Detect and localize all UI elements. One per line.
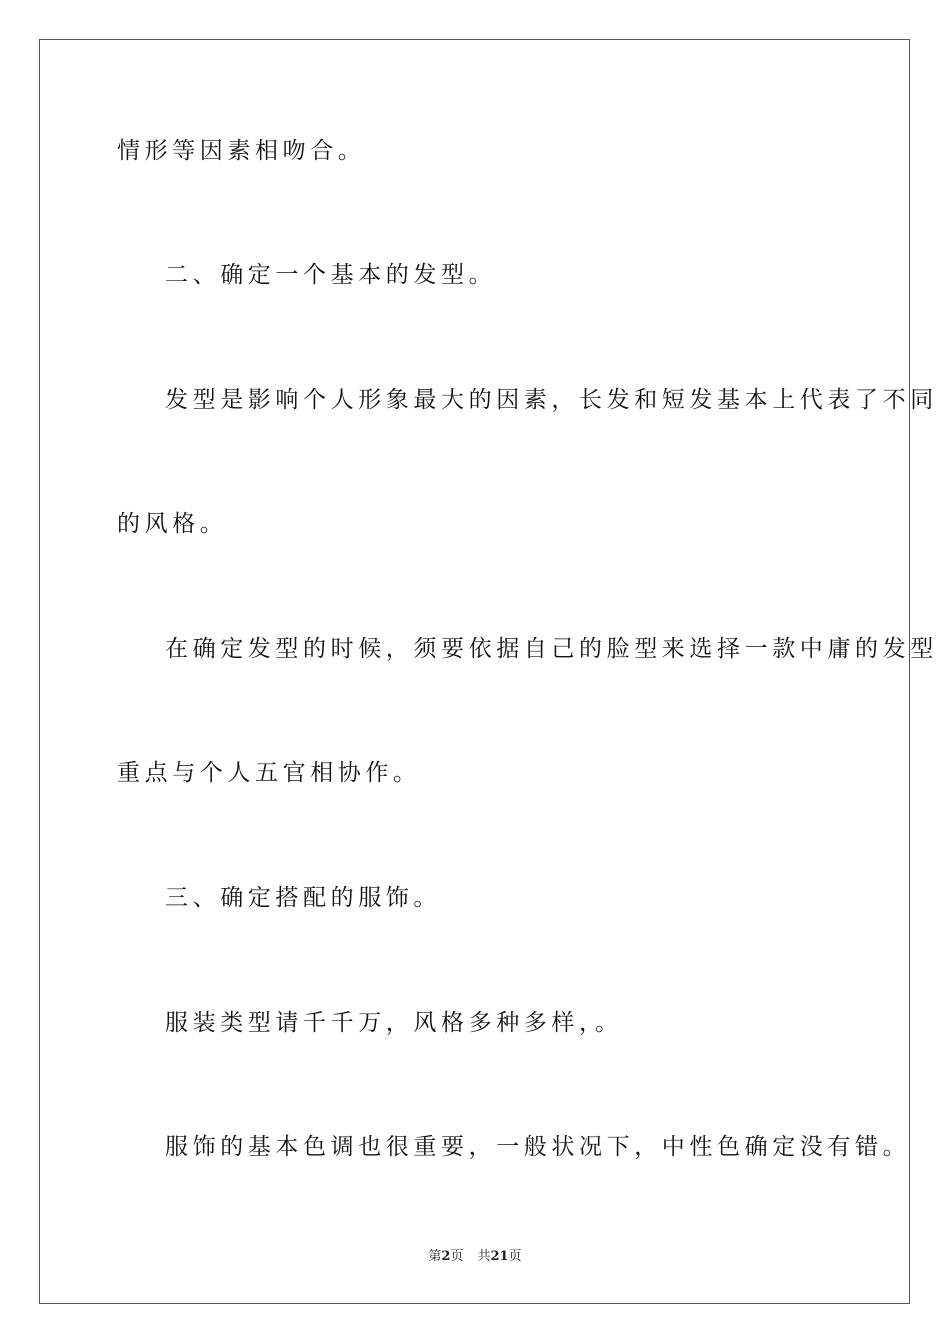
paragraph-line: 情形等因素相吻合。 — [117, 138, 366, 164]
footer-total-suffix: 页 — [508, 1249, 522, 1264]
paragraph-line: 在确定发型的时候，须要依据自己的脸型来选择一款中庸的发型 — [165, 636, 938, 662]
paragraph-line: 的风格。 — [117, 511, 228, 537]
page-footer — [0, 1248, 950, 1266]
page-frame — [39, 39, 910, 1304]
footer-total-prefix: 共 — [477, 1249, 491, 1264]
section-heading: 三、确定搭配的服饰。 — [165, 885, 441, 911]
footer-page-suffix: 页 — [450, 1249, 464, 1264]
footer-page-number: 2 — [441, 1249, 451, 1264]
section-heading: 二、确定一个基本的发型。 — [165, 262, 497, 288]
footer-page-prefix: 第 — [428, 1249, 442, 1264]
paragraph-line: 重点与个人五官相协作。 — [117, 760, 421, 786]
paragraph-line: 服装类型请千千万，风格多种多样，。 — [165, 1010, 623, 1036]
paragraph-line: 发型是影响个人形象最大的因素，长发和短发基本上代表了不同 — [165, 387, 938, 413]
paragraph-line: 服饰的基本色调也很重要，一般状况下，中性色确定没有错。 — [165, 1134, 911, 1160]
footer-total-pages: 21 — [490, 1249, 509, 1264]
